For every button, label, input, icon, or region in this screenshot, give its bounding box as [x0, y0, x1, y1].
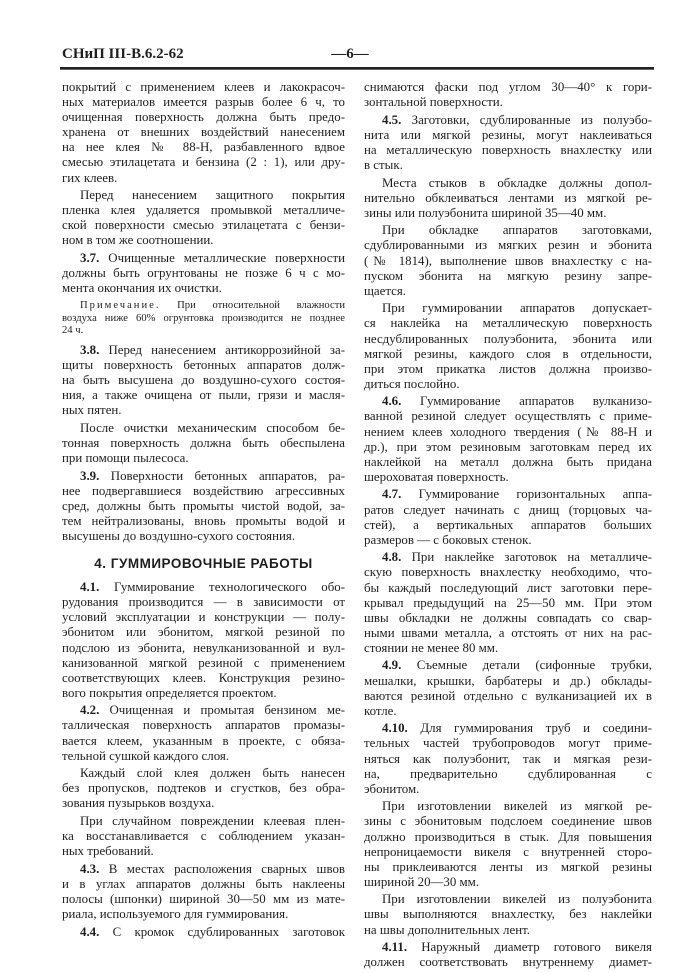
- text-line: [62, 300, 345, 312]
- text-line: [364, 892, 652, 907]
- text-line: [364, 860, 652, 875]
- text-line: [62, 281, 345, 296]
- line-text: без пропусков, подтеков и сгустков, без обра-: [62, 781, 345, 796]
- text-line: [364, 518, 652, 533]
- line-text: мягкой резины, каждого слоя в отдельности,: [364, 346, 652, 361]
- text-line: [364, 641, 652, 656]
- line-text: эбонитом или эбонитом, мягкой резиной по: [62, 625, 345, 640]
- text-line: [364, 767, 652, 782]
- text-line: [62, 862, 345, 877]
- line-text: ны приклеиваются ленты из мягкой резины: [364, 859, 652, 874]
- text-line: [62, 796, 345, 811]
- text-line: [364, 955, 652, 970]
- paragraph: [62, 580, 345, 701]
- clause-number: 4.5.: [382, 112, 402, 127]
- paragraph: [364, 301, 652, 392]
- line-text: нительно обклеиваться лентами из мягкой ре-: [364, 190, 652, 205]
- text-line: [62, 80, 345, 95]
- line-text: на быть высушена до воздушно-сухого состоя-: [62, 373, 345, 388]
- line-text: канизованной мягкой резиной с применением: [62, 655, 345, 670]
- line-text: Места стыков в обкладке должны допол-: [382, 175, 652, 190]
- text-line: [364, 301, 652, 316]
- line-text: ном в том же соотношении.: [62, 233, 214, 248]
- line-text: Заготовки, сдублированные из полуэбо-: [401, 112, 652, 127]
- line-text: ратов следует начинать с днищ (торцовых ча-: [364, 502, 652, 517]
- line-text: зины или полуэбонита шириной 35—40 мм.: [364, 205, 607, 220]
- text-line: [62, 421, 345, 436]
- text-line: [62, 140, 345, 155]
- line-text: котле.: [364, 703, 397, 718]
- line-text: Поверхности бетонных аппаратов, ра-: [99, 468, 345, 483]
- text-line: [364, 674, 652, 689]
- line-text: условий эксплуатации и конструкции — полу-: [62, 610, 345, 625]
- page-number: —6—: [331, 46, 369, 62]
- paragraph: [364, 223, 652, 298]
- line-text: нита или мягкой резины, могут наклеиваться: [364, 127, 652, 142]
- text-line: [364, 409, 652, 424]
- paragraph: [364, 892, 652, 937]
- line-text: шероховатая поверхность.: [364, 469, 509, 484]
- text-line: [364, 158, 652, 173]
- line-text: Съемные детали (сифонные трубки,: [401, 658, 652, 673]
- text-line: [62, 171, 345, 186]
- text-line: [62, 266, 345, 281]
- line-text: пленка клея удаляется промывкой металличе-: [62, 203, 345, 218]
- text-line: [364, 128, 652, 143]
- line-text: крывал предыдущий на 25—50 мм. При этом: [364, 595, 652, 610]
- line-text: (№ 1814), выполнение швов внахлестку с на-: [364, 253, 652, 268]
- text-line: [364, 316, 652, 331]
- clause-number: 4.11.: [382, 940, 408, 955]
- line-text: Гуммирование технологического обо-: [99, 580, 345, 595]
- text-line: [62, 125, 345, 140]
- text-line: [62, 484, 345, 499]
- paragraph: [364, 721, 652, 796]
- text-line: [62, 188, 345, 203]
- paragraph: [364, 940, 652, 970]
- text-line: [62, 325, 345, 337]
- text-line: [62, 625, 345, 640]
- text-line: [62, 343, 345, 358]
- text-line: [62, 892, 345, 907]
- text-line: [62, 749, 345, 764]
- text-line: [62, 595, 345, 610]
- text-line: [364, 626, 652, 641]
- text-line: [62, 718, 345, 733]
- line-text: в стык.: [364, 157, 403, 172]
- line-text: ся наклейка на металлическую поверхность: [364, 316, 652, 331]
- paragraph: [62, 251, 345, 296]
- text-line: [62, 514, 345, 529]
- text-line: [364, 721, 652, 736]
- text-line: [62, 155, 345, 170]
- text-line: [62, 877, 345, 892]
- text-line: [364, 191, 652, 206]
- paragraph: [62, 343, 345, 418]
- line-text: При изготовлении викелей из мягкой ре-: [382, 799, 652, 814]
- line-text: вого покрытия определяется проектом.: [62, 685, 277, 700]
- line-text: и в углах аппаратов должны быть наклеены: [62, 876, 345, 891]
- line-text: стоянии не менее 80 мм.: [364, 640, 499, 655]
- clause-number: 4.10.: [382, 721, 408, 736]
- line-text: пуском эбонита на мягкую резину запре-: [364, 268, 652, 283]
- text-line: [364, 425, 652, 440]
- line-text: ской поверхности смесью этилацетата с бензи-: [62, 218, 345, 233]
- text-line: [62, 844, 345, 859]
- text-line: [62, 580, 345, 595]
- line-text: вается клеем, указанным в проекте, с обяза-: [62, 733, 345, 748]
- line-text: ными швами металла, а отстоять от них на рас-: [364, 625, 652, 640]
- text-line: [364, 611, 652, 626]
- text-line: [364, 95, 652, 110]
- text-line: [62, 610, 345, 625]
- line-text: Очищенные металлические поверхности: [99, 251, 345, 266]
- clause-number: 4.2.: [80, 703, 100, 718]
- line-text: При наклейке заготовок на металличе-: [401, 550, 652, 565]
- line-text: снимаются фаски под углом 30—40° к гори-: [364, 80, 652, 94]
- text-line: [364, 845, 652, 860]
- header-rule: [60, 67, 654, 70]
- line-text: диться послойно.: [364, 376, 460, 391]
- text-line: [62, 814, 345, 829]
- paragraph: [364, 113, 652, 173]
- text-line: [364, 487, 652, 502]
- text-line: [62, 529, 345, 544]
- line-text: швы обкладки не должны совпадать со свар-: [364, 610, 652, 625]
- line-text: С кромок сдублированных заготовок: [99, 924, 345, 939]
- clause-number: 4.3.: [80, 861, 100, 876]
- note-label: Примечание.: [80, 300, 161, 312]
- line-text: покрытий с применением клеев и лакокрасоч-: [62, 80, 345, 94]
- text-line: [364, 176, 652, 191]
- text-line: [62, 925, 345, 940]
- paragraph: [62, 703, 345, 763]
- line-text: стей), а вертикальных аппаратов больших: [364, 517, 652, 532]
- text-line: [364, 658, 652, 673]
- line-text: мешалки, крышки, барбатеры и др.) обклады-: [364, 673, 652, 688]
- line-text: ванной резиной следует осуществлять с приме-: [364, 409, 652, 424]
- text-line: [364, 533, 652, 548]
- text-line: [364, 269, 652, 284]
- line-text: на нее клея № 88-Н, разбавленного вдвое: [62, 140, 345, 155]
- line-text: При обкладке аппаратов заготовками,: [382, 223, 652, 238]
- line-text: очищенная поверхность должна быть предо-: [62, 110, 345, 125]
- text-line: [62, 766, 345, 781]
- paragraph: [364, 658, 652, 718]
- line-text: Каждый слой клея должен быть нанесен: [80, 766, 345, 781]
- line-text: Гуммирование горизонтальных аппа-: [401, 487, 652, 502]
- text-line: [364, 704, 652, 719]
- line-text: наклейкой на металл должна быть придана: [364, 454, 652, 469]
- text-line: [364, 254, 652, 269]
- text-line: [364, 736, 652, 751]
- line-text: зонтальной поверхности.: [364, 95, 503, 110]
- text-line: [62, 656, 345, 671]
- line-text: гих клеев.: [62, 170, 118, 185]
- text-line: [62, 358, 345, 373]
- text-line: [62, 829, 345, 844]
- clause-number: 4.8.: [382, 550, 402, 565]
- line-text: Наружный диаметр готового викеля: [407, 940, 652, 955]
- line-text: эбонитом.: [364, 781, 420, 796]
- line-text: должно производиться в стык. Для повышения: [364, 829, 652, 844]
- line-text: При изготовлении викелей из полуэбонита: [382, 892, 652, 907]
- text-line: [62, 218, 345, 233]
- clause-number: 3.7.: [80, 251, 100, 266]
- paragraph: [62, 469, 345, 544]
- text-line: [364, 238, 652, 253]
- line-text: риала, используемого для гуммирования.: [62, 907, 289, 922]
- text-line: [364, 284, 652, 299]
- line-text: ных материалов имеется разрыв более 6 ч, то: [62, 95, 345, 110]
- clause-number: 4.4.: [80, 924, 100, 939]
- line-text: размеров — с боковых стенок.: [364, 532, 532, 547]
- text-line: [364, 113, 652, 128]
- line-text: Для гуммирования труб и соедини-: [407, 721, 652, 736]
- line-text: должен соответствовать внутреннему диамет-: [364, 955, 652, 970]
- line-text: высушены до воздушно-сухого состояния.: [62, 529, 296, 544]
- line-text: сред, должны быть промыты чистой водой, за-: [62, 498, 345, 513]
- line-text: При случайном повреждении клеевая плен-: [80, 814, 345, 829]
- text-line: [364, 362, 652, 377]
- paragraph: [62, 80, 345, 186]
- line-text: тельной сушкой каждого слоя.: [62, 748, 230, 763]
- paragraph: [62, 766, 345, 811]
- line-text: щиты поверхность бетонных аппаратов долж-: [62, 358, 345, 373]
- line-text: Перед нанесением антикоррозийной за-: [99, 342, 345, 357]
- line-text: при этом прикатка листов должна произво-: [364, 361, 652, 376]
- note-paragraph: [62, 300, 345, 337]
- line-text: Очищенная и промытая бензином ме-: [99, 703, 345, 718]
- line-text: воздуха ниже 60% огрунтовка производится не позднее: [62, 312, 345, 324]
- paragraph: [364, 487, 652, 547]
- line-text: сдублированными из мягких резин и эбонита: [364, 238, 652, 253]
- text-line: [62, 251, 345, 266]
- text-line: [364, 347, 652, 362]
- text-line: [62, 373, 345, 388]
- text-line: [62, 671, 345, 686]
- paragraph: [364, 80, 652, 110]
- line-text: мента окончания их очистки.: [62, 281, 222, 296]
- left-column: [62, 80, 345, 942]
- text-line: [364, 923, 652, 938]
- text-line: [364, 799, 652, 814]
- text-line: [364, 875, 652, 890]
- line-text: соответствующих клеев. Конструкция резино-: [62, 670, 345, 685]
- paragraph: [364, 394, 652, 485]
- text-line: [364, 470, 652, 485]
- line-text: др.), при этом резиновым заготовкам перед их: [364, 439, 652, 454]
- right-column: [364, 80, 652, 973]
- text-line: [62, 641, 345, 656]
- text-line: [62, 451, 345, 466]
- paragraph: [62, 814, 345, 859]
- text-line: [364, 143, 652, 158]
- line-text: полосы (шпонки) шириной 30—50 мм из мате-: [62, 892, 345, 907]
- line-text: шириной 20—30 мм.: [364, 874, 480, 889]
- line-text: ных пятен.: [62, 403, 122, 418]
- text-line: [364, 814, 652, 829]
- document-code: СНиП III-В.6.2-62: [62, 46, 184, 62]
- text-line: [62, 734, 345, 749]
- line-text: при помощи пылесоса.: [62, 451, 189, 466]
- text-line: [62, 110, 345, 125]
- line-text: несдублированных полуэбонита, эбонита или: [364, 331, 652, 346]
- line-text: подслою из эбонита, невулканизованной и вул-: [62, 640, 345, 655]
- line-text: После очистки механическим способом бе-: [80, 420, 345, 435]
- text-line: [62, 403, 345, 418]
- text-line: [62, 686, 345, 701]
- text-line: [364, 752, 652, 767]
- text-line: [364, 394, 652, 409]
- line-text: ваются резиной отдельно с вулканизацией их в: [364, 688, 652, 703]
- line-text: ных требований.: [62, 844, 154, 859]
- line-text: тельных частей трубопроводов могут приме-: [364, 736, 652, 751]
- text-line: [62, 703, 345, 718]
- line-text: Гуммирование аппаратов вулканизо-: [401, 394, 652, 409]
- line-text: няться как полуэбонит, так и мягкая рези-: [364, 751, 652, 766]
- line-text: При относительной влажности: [160, 300, 345, 312]
- line-text: ния, а также очищена от пыли, грязи и масля-: [62, 388, 345, 403]
- text-line: [364, 440, 652, 455]
- line-text: смесью этилацетата и бензина (2 : 1), или дру-: [62, 155, 345, 170]
- line-text: швы выполняются внахлестку, без наклейки: [364, 907, 652, 922]
- clause-number: 3.9.: [80, 468, 100, 483]
- line-text: непроницаемости викеля с внутренней сторо-: [364, 844, 652, 859]
- line-text: щается.: [364, 283, 407, 298]
- text-line: [364, 503, 652, 518]
- line-text: скую поверхность внахлестку необходимо, что-: [364, 565, 652, 580]
- text-line: [364, 596, 652, 611]
- line-text: тонная поверхность должна быть обеспылена: [62, 435, 345, 450]
- line-text: ка восстанавливается с соблюдением указан-: [62, 829, 345, 844]
- text-line: [62, 907, 345, 922]
- text-line: [62, 233, 345, 248]
- text-line: [364, 782, 652, 797]
- text-line: [364, 550, 652, 565]
- text-line: [62, 95, 345, 110]
- text-line: [364, 377, 652, 392]
- line-text: При гуммировании аппаратов допускает-: [382, 301, 652, 316]
- clause-number: 4.7.: [382, 487, 402, 502]
- line-text: Перед нанесением защитного покрытия: [80, 188, 345, 203]
- text-line: [364, 80, 652, 95]
- text-line: [364, 689, 652, 704]
- text-line: [62, 499, 345, 514]
- text-line: [364, 332, 652, 347]
- clause-number: 4.9.: [382, 658, 402, 673]
- paragraph: [364, 176, 652, 221]
- paragraph: [62, 188, 345, 248]
- clause-number: 4.6.: [382, 394, 402, 409]
- clause-number: 4.1.: [80, 580, 100, 595]
- text-line: [364, 940, 652, 955]
- paragraph: [364, 550, 652, 656]
- line-text: зины с эбонитовым подслоем соединение швов: [364, 814, 652, 829]
- clause-number: 3.8.: [80, 342, 100, 357]
- text-line: [62, 388, 345, 403]
- line-text: тем нейтрализованы, вновь промыты водой и: [62, 513, 345, 528]
- text-line: [364, 455, 652, 470]
- text-line: [62, 203, 345, 218]
- line-text: нением клеев холодного твердения (№ 88-Н и: [364, 424, 652, 439]
- line-text: В местах расположения сварных швов: [99, 861, 345, 876]
- text-line: [62, 313, 345, 325]
- text-line: [62, 436, 345, 451]
- text-line: [62, 781, 345, 796]
- line-text: рудования производится — в зависимости от: [62, 595, 345, 610]
- paragraph: [364, 799, 652, 890]
- section-heading: 4. ГУММИРОВОЧНЫЕ РАБОТЫ: [94, 556, 313, 572]
- line-text: нее подвергавшиеся воздействию агрессивных: [62, 483, 345, 498]
- line-text: на металлическую поверхность внахлестку или: [364, 142, 652, 157]
- text-line: [364, 206, 652, 221]
- line-text: должны быть огрунтованы не позже 6 ч с мо-: [62, 266, 345, 281]
- text-line: [364, 830, 652, 845]
- line-text: на, предварительно сдублированная с: [364, 766, 652, 781]
- text-line: [364, 581, 652, 596]
- text-line: [364, 223, 652, 238]
- text-line: [364, 565, 652, 580]
- paragraph: [62, 862, 345, 922]
- line-text: бы каждый последующий лист заготовки пере-: [364, 580, 652, 595]
- text-line: [62, 469, 345, 484]
- line-text: на швы дополнительных лент.: [364, 922, 530, 937]
- line-text: хранена от внешних воздействий нанесением: [62, 125, 345, 140]
- paragraph: [62, 925, 345, 940]
- paragraph: [62, 421, 345, 466]
- line-text: таллическая поверхность аппаратов промазы-: [62, 718, 345, 733]
- line-text: 24 ч.: [62, 324, 84, 336]
- line-text: зования пузырьков воздуха.: [62, 796, 215, 811]
